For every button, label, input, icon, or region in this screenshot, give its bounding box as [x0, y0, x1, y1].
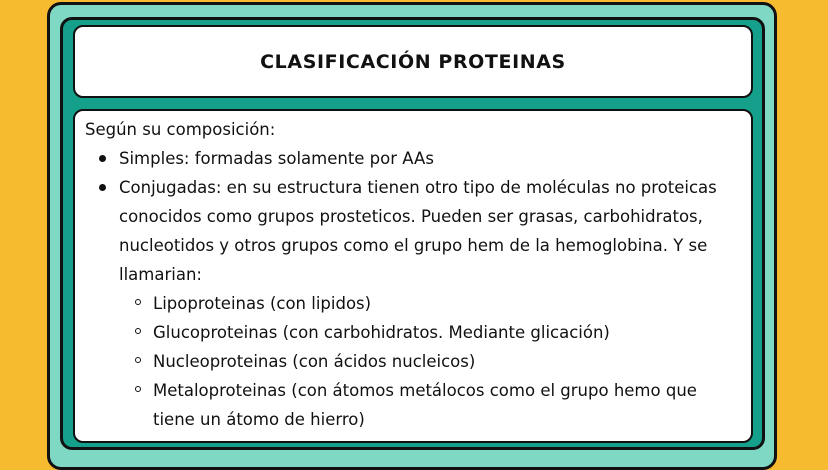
- bullet-item-simples: [119, 144, 743, 173]
- sub-bullet-text: Lipoproteinas (con lipidos): [153, 294, 372, 313]
- sub-bullet-text: Glucoproteinas (con carbohidratos. Mediante glicación): [153, 323, 610, 342]
- sub-bullet-text: Nucleoproteinas (con ácidos nucleicos): [153, 352, 476, 371]
- sub-bullet-item-lipoproteinas: [153, 289, 743, 318]
- intro-text: Según su composición:: [85, 120, 276, 139]
- sub-bullet-item-metaloproteinas: [153, 376, 743, 434]
- bullet-text: Conjugadas: en su estructura tienen otro tipo de moléculas no proteicas conocidos como grupos prosteticos. Pueden ser grasas, carbohidratos, nucleotidos y otros grupos como el grupo hem de la hemoglobina. Y se llamarian:: [119, 178, 717, 284]
- bullet-item-conjugadas: [119, 173, 743, 434]
- bullet-text: Simples: formadas solamente por AAs: [119, 149, 434, 168]
- slide-title: CLASIFICACIÓN PROTEINAS: [260, 50, 566, 73]
- sub-bullet-list: [119, 289, 743, 434]
- sub-bullet-item-glucoproteinas: [153, 318, 743, 347]
- title-panel: [73, 25, 753, 98]
- content-panel: [73, 109, 753, 443]
- sub-bullet-text: Metaloproteinas (con átomos metálocos como el grupo hemo que tiene un átomo de hierro): [153, 381, 697, 429]
- bullet-list: [85, 144, 743, 434]
- sub-bullet-item-nucleoproteinas: [153, 347, 743, 376]
